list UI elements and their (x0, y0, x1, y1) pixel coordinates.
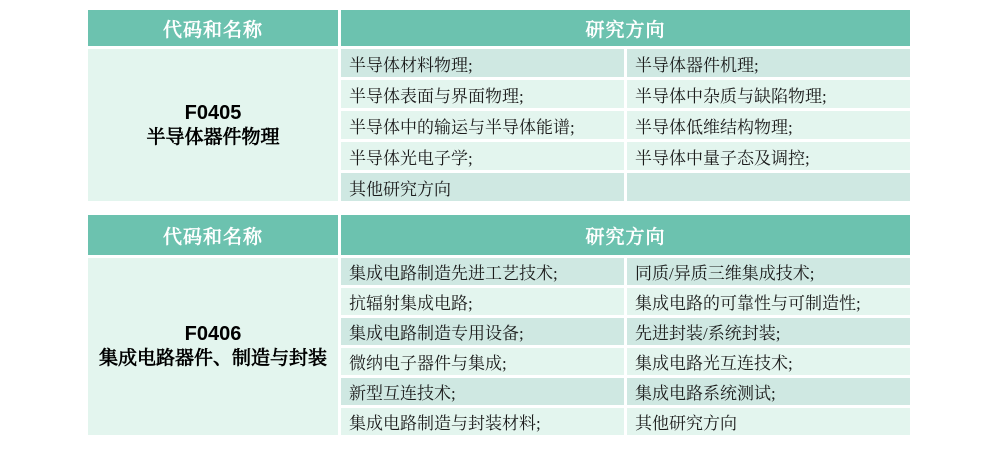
direction-cell: 集成电路制造专用设备; (341, 318, 624, 345)
direction-cell: 半导体器件机理; (627, 49, 910, 77)
code-name-cell (88, 258, 338, 435)
direction-cell: 半导体中的输运与半导体能谱; (341, 111, 624, 139)
direction-cell: 半导体材料物理; (341, 49, 624, 77)
direction-cell: 微纳电子器件与集成; (341, 348, 624, 375)
name-label: 半导体器件物理 (146, 126, 280, 148)
direction-cell: 新型互连技术; (341, 378, 624, 405)
direction-cell: 其他研究方向 (627, 408, 910, 435)
code-name-cell (88, 49, 338, 201)
column-header-research-directions: 研究方向 (341, 10, 910, 46)
direction-cell: 集成电路制造与封装材料; (341, 408, 624, 435)
direction-cell: 同质/异质三维集成技术; (627, 258, 910, 285)
direction-cell: 先进封装/系统封装; (627, 318, 910, 345)
direction-cell: 集成电路光互连技术; (627, 348, 910, 375)
direction-cell: 半导体中杂质与缺陷物理; (627, 80, 910, 108)
direction-cell: 集成电路系统测试; (627, 378, 910, 405)
column-header-code-name: 代码和名称 (88, 215, 338, 255)
code-label: F0406 (184, 323, 242, 346)
direction-cell: 半导体表面与界面物理; (341, 80, 624, 108)
direction-cell: 半导体中量子态及调控; (627, 142, 910, 170)
direction-cell: 半导体光电子学; (341, 142, 624, 170)
direction-cell: 抗辐射集成电路; (341, 288, 624, 315)
name-label: 集成电路器件、制造与封装 (98, 348, 327, 370)
direction-cell: 集成电路的可靠性与可制造性; (627, 288, 910, 315)
direction-cell: 半导体低维结构物理; (627, 111, 910, 139)
column-header-code-name: 代码和名称 (88, 10, 338, 46)
table-f0406 (88, 215, 910, 435)
code-label: F0405 (184, 101, 242, 124)
table-f0405 (88, 10, 910, 201)
direction-cell: 集成电路制造先进工艺技术; (341, 258, 624, 285)
direction-cell: 其他研究方向 (341, 173, 624, 201)
direction-cell (627, 173, 910, 201)
column-header-research-directions: 研究方向 (341, 215, 910, 255)
